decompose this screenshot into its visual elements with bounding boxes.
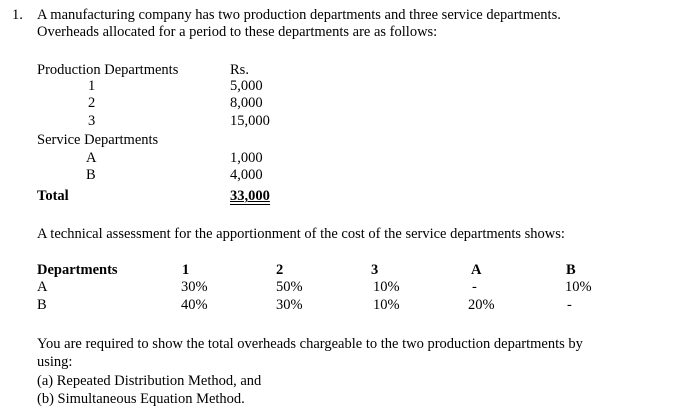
production-dept-amount: 8,000 [230,95,263,111]
table-cell: 50% [276,279,303,295]
currency-heading: Rs. [230,62,249,78]
requirement-line-1: You are required to show the total overheads chargeable to the two production departments by [37,336,583,352]
table-row-label: B [37,297,47,313]
total-label: Total [37,188,69,204]
table-header-dept-3: 3 [371,262,379,278]
requirement-line-2: using: [37,354,73,370]
service-dept-label: B [86,167,96,183]
production-dept-label: 3 [88,113,96,129]
question-line-1: A manufacturing company has two production departments and three service departments. [37,7,561,23]
question-number: 1. [12,7,23,23]
production-dept-amount: 15,000 [230,113,270,129]
service-dept-amount: 4,000 [230,167,263,183]
total-amount: 33,000 [230,188,270,204]
table-header-dept-a: A [471,262,482,278]
service-dept-amount: 1,000 [230,150,263,166]
table-cell: - [472,279,477,295]
table-cell: 10% [373,279,400,295]
table-cell: 20% [468,297,495,313]
production-dept-label: 1 [88,78,96,94]
production-dept-amount: 5,000 [230,78,263,94]
table-header-dept-2: 2 [276,262,284,278]
table-header-dept-b: B [566,262,576,278]
table-header-departments: Departments [37,262,118,278]
production-dept-label: 2 [88,95,96,111]
table-cell: 40% [181,297,208,313]
question-line-2: Overheads allocated for a period to these departments are as follows: [37,24,438,40]
service-dept-label: A [86,150,97,166]
table-cell: - [567,297,572,313]
requirement-option-a: (a) Repeated Distribution Method, and [37,373,262,389]
table-cell: 30% [181,279,208,295]
table-cell: 10% [565,279,592,295]
table-row-label: A [37,279,48,295]
service-heading: Service Departments [37,132,159,148]
table-header-dept-1: 1 [182,262,190,278]
production-heading: Production Departments [37,62,179,78]
table-cell: 10% [373,297,400,313]
assessment-intro: A technical assessment for the apportionment of the cost of the service departments shows: [37,226,565,242]
requirement-option-b: (b) Simultaneous Equation Method. [37,391,245,407]
table-cell: 30% [276,297,303,313]
